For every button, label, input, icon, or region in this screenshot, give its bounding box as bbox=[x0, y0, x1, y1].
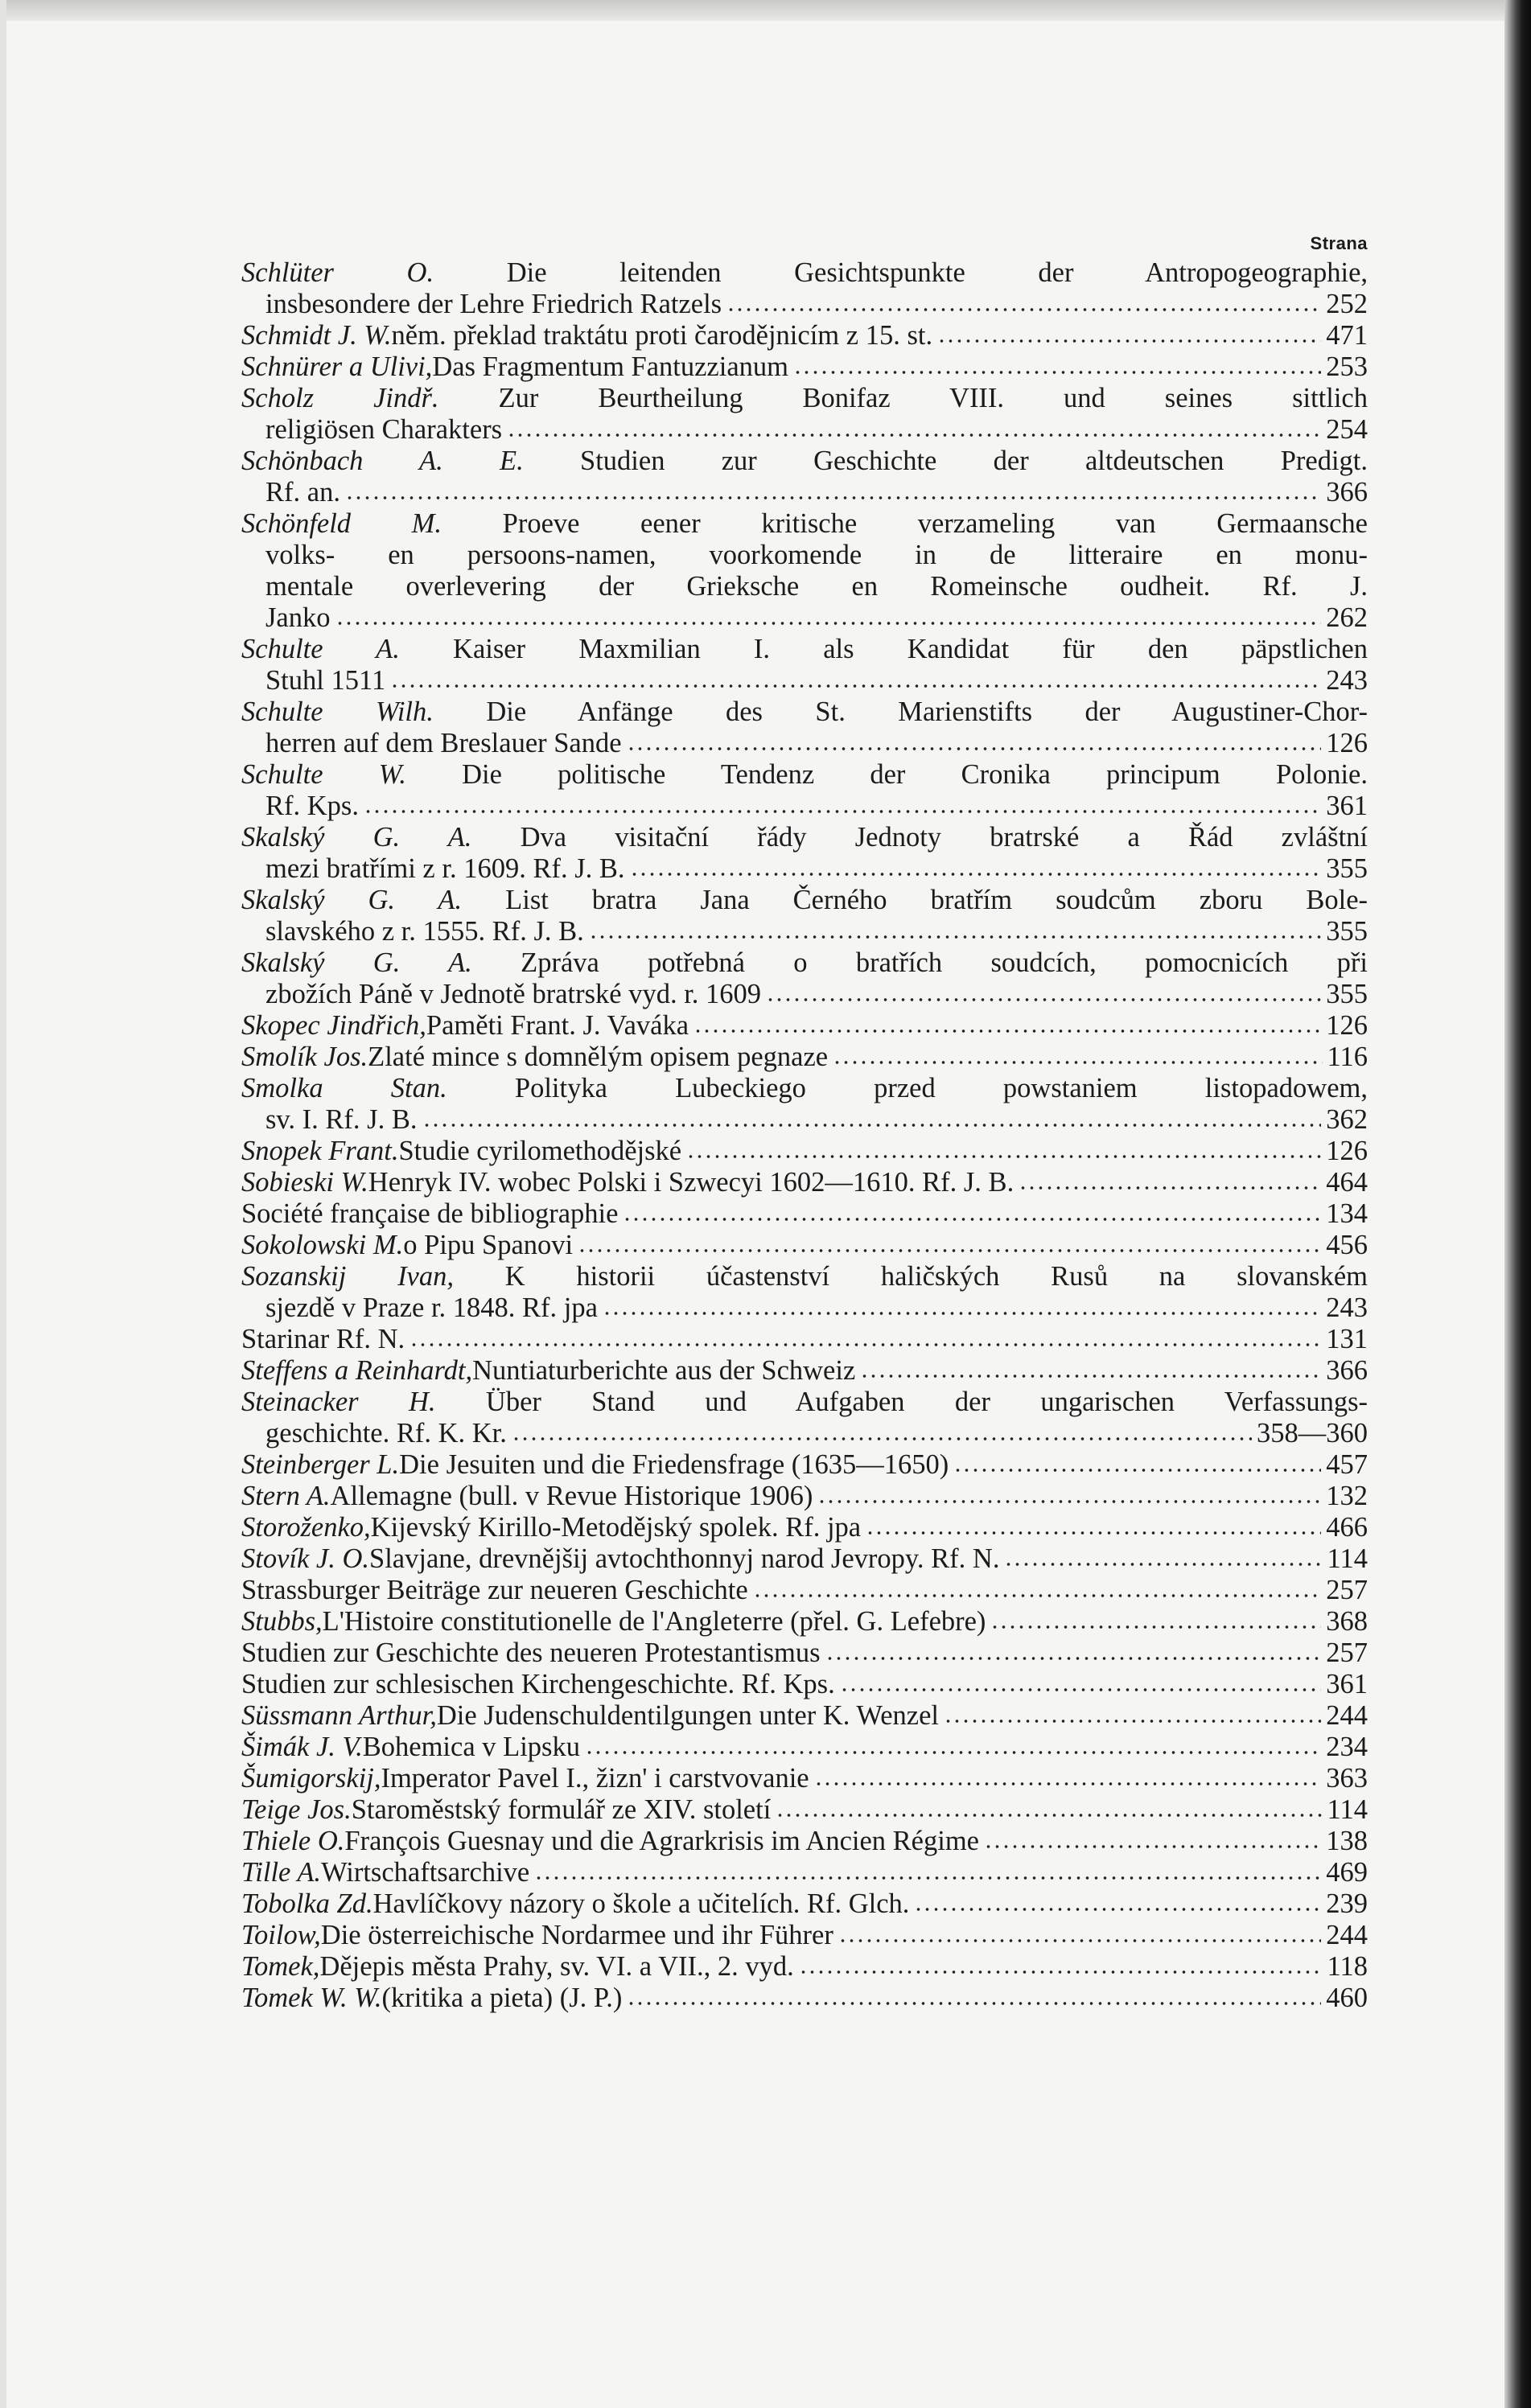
entry-title: Über Stand und Aufgaben der ungarischen Verfassungs- bbox=[485, 1387, 1368, 1417]
leader-dots bbox=[627, 728, 1322, 752]
entry-page-number: 456 bbox=[1326, 1230, 1368, 1260]
entry-page-number: 244 bbox=[1326, 1920, 1368, 1950]
entry-line bbox=[241, 320, 1368, 351]
entry-page-number: 126 bbox=[1326, 728, 1368, 758]
entry-line bbox=[241, 1136, 1368, 1167]
entry-title: Zur Beurtheilung Bonifaz VIII. und seines sittlich bbox=[498, 383, 1368, 413]
entry-title: L'Histoire constitutionelle de l'Angleterre (přel. G. Lefebre) bbox=[322, 1606, 986, 1637]
entry-page-number: 132 bbox=[1326, 1481, 1368, 1511]
entry-line bbox=[241, 1449, 1368, 1481]
entry-page-number: 131 bbox=[1326, 1324, 1368, 1354]
entry-page-number: 464 bbox=[1326, 1167, 1368, 1198]
index-entry bbox=[241, 1355, 1368, 1387]
index-entry bbox=[241, 1010, 1368, 1042]
entry-page-number: 239 bbox=[1326, 1888, 1368, 1919]
entry-author: Steffens a Reinhardt, bbox=[241, 1355, 473, 1386]
entry-author: Sobieski W. bbox=[241, 1167, 368, 1198]
entry-page-number: 116 bbox=[1327, 1042, 1368, 1072]
entry-line bbox=[241, 1512, 1368, 1543]
entry-title: Wirtschaftsarchive bbox=[321, 1857, 530, 1888]
index-entry bbox=[241, 1700, 1368, 1732]
entry-author: Schmidt J. W. bbox=[241, 320, 392, 351]
leader-dots bbox=[686, 1136, 1321, 1160]
entry-author: Sozanskij Ivan, bbox=[241, 1261, 505, 1292]
entry-title: Studien zur Geschichte des neueren Protestantismus bbox=[241, 1638, 821, 1668]
leader-dots bbox=[776, 1794, 1322, 1818]
entry-author: Scholz Jindř. bbox=[241, 383, 499, 413]
entry-title: Rf. Kps. bbox=[265, 791, 359, 821]
index-entry bbox=[241, 822, 1368, 885]
entry-author: Tomek W. W. bbox=[241, 1983, 382, 2013]
leader-dots bbox=[838, 1920, 1321, 1944]
entry-title: K historii účastenství haličských Rusů na slovanském bbox=[504, 1261, 1368, 1292]
leader-dots bbox=[860, 1355, 1321, 1379]
index-entry bbox=[241, 1794, 1368, 1826]
entry-line bbox=[241, 1418, 1368, 1449]
entry-author: Thiele O. bbox=[241, 1826, 345, 1856]
entry-line bbox=[241, 979, 1368, 1010]
entry-line bbox=[241, 1230, 1368, 1261]
entry-title: Janko bbox=[265, 602, 331, 633]
entry-title: Paměti Frant. J. Vaváka bbox=[426, 1010, 689, 1041]
leader-dots bbox=[693, 1010, 1321, 1034]
index-entry bbox=[241, 1669, 1368, 1700]
entry-line bbox=[241, 1794, 1368, 1826]
entry-title: volks- en persoons-namen, voorkomende in de litteraire en monu- bbox=[265, 540, 1368, 570]
leader-dots bbox=[390, 665, 1321, 689]
entry-title: Nuntiaturberichte aus der Schweiz bbox=[472, 1355, 856, 1386]
leader-dots bbox=[623, 1198, 1321, 1222]
index-entry bbox=[241, 1951, 1368, 1983]
entry-page-number: 244 bbox=[1326, 1700, 1368, 1731]
entry-line bbox=[241, 728, 1368, 759]
entry-title: Kaiser Maxmilian I. als Kandidat für den päpstlichen bbox=[453, 634, 1368, 664]
entry-author: Schulte Wilh. bbox=[241, 697, 487, 727]
entry-title: Proeve eener kritische verzameling van Germaansche bbox=[502, 508, 1368, 539]
entry-line bbox=[241, 414, 1368, 446]
entry-page-number: 257 bbox=[1326, 1638, 1368, 1668]
entry-line bbox=[241, 446, 1368, 477]
entry-line bbox=[241, 1355, 1368, 1387]
index-entry bbox=[241, 1198, 1368, 1230]
scan-top-edge bbox=[0, 0, 1512, 21]
entry-line bbox=[241, 1042, 1368, 1073]
entry-page-number: 118 bbox=[1327, 1951, 1368, 1982]
entry-page-number: 366 bbox=[1326, 1355, 1368, 1386]
entry-author: Steinberger L. bbox=[241, 1449, 400, 1480]
entry-title: François Guesnay und die Agrarkrisis im Ancien Régime bbox=[344, 1826, 979, 1856]
entry-line bbox=[241, 1324, 1368, 1355]
leader-dots bbox=[726, 289, 1321, 313]
entry-author: Smolík Jos. bbox=[241, 1042, 368, 1072]
entry-title: Die Jesuiten und die Friedensfrage (1635—1650) bbox=[399, 1449, 949, 1480]
leader-dots bbox=[512, 1418, 1252, 1442]
index-entries bbox=[241, 257, 1368, 2014]
entry-author: Šumigorskij, bbox=[241, 1763, 381, 1794]
entry-title: Zpráva potřebná o bratřích soudcích, pomocnicích při bbox=[521, 947, 1368, 978]
index-entry bbox=[241, 257, 1368, 320]
entry-title: Allemagne (bull. v Revue Historique 1906) bbox=[330, 1481, 813, 1511]
entry-title: Zlaté mince s domnělým opisem pegnaze bbox=[368, 1042, 829, 1072]
entry-page-number: 457 bbox=[1326, 1449, 1368, 1480]
page-column-header: Strana bbox=[1310, 233, 1368, 253]
entry-line bbox=[241, 1481, 1368, 1512]
entry-page-number: 257 bbox=[1326, 1575, 1368, 1605]
leader-dots bbox=[335, 602, 1322, 627]
entry-title: mezi bratřími z r. 1609. Rf. J. B. bbox=[265, 853, 625, 884]
entry-line bbox=[241, 1292, 1368, 1324]
leader-dots bbox=[410, 1324, 1321, 1348]
entry-page-number: 114 bbox=[1327, 1543, 1368, 1574]
entry-title: geschichte. Rf. K. Kr. bbox=[265, 1418, 507, 1448]
entry-line bbox=[241, 1606, 1368, 1638]
leader-dots bbox=[627, 1983, 1321, 2007]
entry-author: Stubbs, bbox=[241, 1606, 323, 1637]
entry-line bbox=[241, 383, 1368, 414]
entry-title: Studie cyrilomethodějské bbox=[398, 1136, 682, 1166]
leader-dots bbox=[630, 853, 1322, 877]
entry-page-number: 362 bbox=[1326, 1104, 1368, 1135]
entry-title: sjezdě v Praze r. 1848. Rf. jpa bbox=[265, 1292, 598, 1323]
entry-page-number: 234 bbox=[1326, 1732, 1368, 1762]
entry-title: Société française de bibliographie bbox=[241, 1198, 619, 1229]
entry-line bbox=[241, 1575, 1368, 1606]
entry-line bbox=[241, 540, 1368, 571]
entry-line bbox=[241, 759, 1368, 791]
entry-author: Steinacker H. bbox=[241, 1387, 486, 1417]
index-entry bbox=[241, 1073, 1368, 1136]
entry-page-number: 355 bbox=[1326, 979, 1368, 1009]
index-entry bbox=[241, 1763, 1368, 1794]
leader-dots bbox=[814, 1763, 1322, 1787]
entry-title: Dva visitační řády Jednoty bratrské a Řád zvláštní bbox=[520, 822, 1368, 853]
entry-page-number: 138 bbox=[1326, 1826, 1368, 1856]
entry-page-number: 355 bbox=[1326, 853, 1368, 884]
entry-title: mentale overlevering der Grieksche en Romeinsche oudheit. Rf. J. bbox=[265, 571, 1368, 602]
entry-line bbox=[241, 289, 1368, 320]
entry-title: Die politische Tendenz der Cronika principum Polonie. bbox=[462, 759, 1368, 790]
entry-title: Das Fragmentum Fantuzzianum bbox=[432, 351, 788, 382]
entry-page-number: 466 bbox=[1326, 1512, 1368, 1543]
scan-right-edge bbox=[1504, 0, 1531, 2408]
entry-page-number: 126 bbox=[1326, 1010, 1368, 1041]
entry-page-number: 252 bbox=[1326, 289, 1368, 319]
entry-line bbox=[241, 1638, 1368, 1669]
index-entry bbox=[241, 446, 1368, 508]
entry-title: Kijevský Kirillo-Metodějský spolek. Rf. jpa bbox=[370, 1512, 862, 1543]
entry-line bbox=[241, 1167, 1368, 1198]
entry-author: Smolka Stan. bbox=[241, 1073, 515, 1103]
entry-title: Die leitenden Gesichtspunkte der Antropogeographie, bbox=[506, 257, 1368, 288]
entry-author: Teige Jos. bbox=[241, 1794, 352, 1825]
entry-title: Slavjane, drevnějšij avtochthonnyj narod Jevropy. Rf. N. bbox=[369, 1543, 1000, 1574]
leader-dots bbox=[589, 916, 1321, 940]
entry-page-number: 368 bbox=[1326, 1606, 1368, 1637]
entry-line bbox=[241, 1010, 1368, 1042]
entry-line bbox=[241, 791, 1368, 822]
entry-title: Die Judenschuldentilgungen unter K. Wenzel bbox=[436, 1700, 939, 1731]
index-entry bbox=[241, 320, 1368, 351]
entry-page-number: 358—360 bbox=[1257, 1418, 1368, 1448]
entry-line bbox=[241, 665, 1368, 697]
leader-dots bbox=[534, 1857, 1321, 1881]
entry-title: Imperator Pavel I., žizn' i carstvovanie bbox=[381, 1763, 809, 1794]
entry-title: zbožích Páně v Jednotě bratrské vyd. r. 1609 bbox=[265, 979, 762, 1009]
entry-line bbox=[241, 853, 1368, 885]
entry-line bbox=[241, 257, 1368, 289]
index-entry bbox=[241, 1638, 1368, 1669]
entry-line bbox=[241, 351, 1368, 383]
index-entry bbox=[241, 1042, 1368, 1073]
index-entry bbox=[241, 508, 1368, 634]
leader-dots bbox=[990, 1606, 1321, 1630]
entry-page-number: 361 bbox=[1326, 791, 1368, 821]
entry-page-number: 355 bbox=[1326, 916, 1368, 947]
entry-line bbox=[241, 1763, 1368, 1794]
entry-line bbox=[241, 1387, 1368, 1418]
index-entry bbox=[241, 1732, 1368, 1763]
entry-line bbox=[241, 1888, 1368, 1920]
entry-title: Die Anfänge des St. Marienstifts der Augustiner-Chor- bbox=[486, 697, 1368, 727]
entry-title: něm. překlad traktátu proti čarodějnicím z 15. st. bbox=[391, 320, 933, 351]
index-entry bbox=[241, 1167, 1368, 1198]
leader-dots bbox=[422, 1104, 1322, 1128]
leader-dots bbox=[799, 1951, 1323, 1975]
entry-author: Stovík J. O. bbox=[241, 1543, 370, 1574]
leader-dots bbox=[507, 414, 1321, 438]
entry-line bbox=[241, 1073, 1368, 1104]
entry-line bbox=[241, 916, 1368, 947]
entry-page-number: 243 bbox=[1326, 1292, 1368, 1323]
entry-author: Schlüter O. bbox=[241, 257, 507, 288]
entry-page-number: 366 bbox=[1326, 477, 1368, 507]
leader-dots bbox=[984, 1826, 1321, 1850]
entry-line bbox=[241, 508, 1368, 540]
entry-title: Dějepis města Prahy, sv. VI. a VII., 2. vyd. bbox=[319, 1951, 794, 1982]
index-entry bbox=[241, 759, 1368, 822]
entry-author: Stern A. bbox=[241, 1481, 331, 1511]
entry-line bbox=[241, 1261, 1368, 1292]
index-entry bbox=[241, 1857, 1368, 1888]
entry-page-number: 361 bbox=[1326, 1669, 1368, 1699]
entry-line bbox=[241, 697, 1368, 728]
index-entry bbox=[241, 383, 1368, 446]
entry-page-number: 134 bbox=[1326, 1198, 1368, 1229]
entry-page-number: 254 bbox=[1326, 414, 1368, 445]
leader-dots bbox=[817, 1481, 1321, 1505]
entry-author: Skopec Jindřich, bbox=[241, 1010, 426, 1041]
entry-line bbox=[241, 602, 1368, 634]
entry-line bbox=[241, 571, 1368, 602]
entry-page-number: 363 bbox=[1326, 1763, 1368, 1794]
entry-title: Henryk IV. wobec Polski i Szwecyi 1602—1610. Rf. J. B. bbox=[368, 1167, 1014, 1198]
leader-dots bbox=[578, 1230, 1321, 1254]
entry-title: Starinar Rf. N. bbox=[241, 1324, 405, 1354]
entry-author: Schnürer a Ulivi, bbox=[241, 351, 433, 382]
leader-dots bbox=[833, 1042, 1322, 1066]
entry-page-number: 126 bbox=[1326, 1136, 1368, 1166]
entry-title: List bratra Jana Černého bratřím soudcům zboru Bole- bbox=[505, 885, 1368, 915]
entry-author: Sokolowski M. bbox=[241, 1230, 404, 1260]
entry-line bbox=[241, 1543, 1368, 1575]
entry-line bbox=[241, 947, 1368, 979]
entry-author: Tobolka Zd. bbox=[241, 1888, 373, 1919]
entry-line bbox=[241, 634, 1368, 665]
index-entry bbox=[241, 947, 1368, 1010]
entry-author: Schönbach A. E. bbox=[241, 446, 581, 476]
index-entry bbox=[241, 1606, 1368, 1638]
entry-author: Skalský G. A. bbox=[241, 885, 506, 915]
entry-title: Studien zur Geschichte der altdeutschen Predigt. bbox=[580, 446, 1368, 476]
leader-dots bbox=[766, 979, 1321, 1003]
leader-dots bbox=[953, 1449, 1321, 1473]
entry-author: Snopek Frant. bbox=[241, 1136, 399, 1166]
index-entry bbox=[241, 697, 1368, 759]
entry-author: Schönfeld M. bbox=[241, 508, 503, 539]
entry-line bbox=[241, 477, 1368, 508]
entry-line bbox=[241, 1983, 1368, 2014]
entry-page-number: 114 bbox=[1327, 1794, 1368, 1825]
entry-page-number: 243 bbox=[1326, 665, 1368, 696]
entry-title: religiösen Charakters bbox=[265, 414, 503, 445]
leader-dots bbox=[603, 1292, 1321, 1317]
leader-dots bbox=[364, 791, 1321, 815]
entry-page-number: 460 bbox=[1326, 1983, 1368, 2013]
entry-page-number: 471 bbox=[1326, 320, 1368, 351]
entry-line bbox=[241, 1104, 1368, 1136]
entry-author: Schulte A. bbox=[241, 634, 454, 664]
entry-author: Storoženko, bbox=[241, 1512, 371, 1543]
index-entry bbox=[241, 1230, 1368, 1261]
entry-line bbox=[241, 822, 1368, 853]
entry-title: (kritika a pieta) (J. P.) bbox=[381, 1983, 623, 2013]
entry-author: Schulte W. bbox=[241, 759, 463, 790]
entry-author: Tille A. bbox=[241, 1857, 322, 1888]
entry-page-number: 253 bbox=[1326, 351, 1368, 382]
index-entry bbox=[241, 1920, 1368, 1951]
scan-left-edge bbox=[0, 0, 6, 2408]
index-entry bbox=[241, 1983, 1368, 2014]
index-entry bbox=[241, 1888, 1368, 1920]
entry-title: Studien zur schlesischen Kirchengeschichte. Rf. Kps. bbox=[241, 1669, 835, 1699]
index-entry bbox=[241, 1449, 1368, 1481]
entry-line bbox=[241, 1700, 1368, 1732]
entry-line bbox=[241, 1857, 1368, 1888]
index-entry bbox=[241, 1324, 1368, 1355]
entry-author: Šimák J. V. bbox=[241, 1732, 363, 1762]
entry-line bbox=[241, 885, 1368, 916]
leader-dots bbox=[937, 320, 1321, 344]
leader-dots bbox=[585, 1732, 1321, 1756]
index-entry bbox=[241, 1543, 1368, 1575]
entry-line bbox=[241, 1669, 1368, 1700]
entry-title: Strassburger Beiträge zur neueren Geschichte bbox=[241, 1575, 748, 1605]
index-entry bbox=[241, 351, 1368, 383]
entry-title: Rf. an. bbox=[265, 477, 340, 507]
index-entry bbox=[241, 1387, 1368, 1449]
entry-author: Toilow, bbox=[241, 1920, 321, 1950]
leader-dots bbox=[914, 1888, 1321, 1913]
entry-title: sv. I. Rf. J. B. bbox=[265, 1104, 418, 1135]
index-entry bbox=[241, 1481, 1368, 1512]
entry-title: Polityka Lubeckiego przed powstaniem listopadowem, bbox=[514, 1073, 1368, 1103]
entry-page-number: 262 bbox=[1326, 602, 1368, 633]
leader-dots bbox=[825, 1638, 1322, 1662]
leader-dots bbox=[866, 1512, 1321, 1536]
leader-dots bbox=[753, 1575, 1322, 1599]
leader-dots bbox=[793, 351, 1321, 376]
entry-author: Skalský G. A. bbox=[241, 947, 521, 978]
entry-title: o Pipu Spanovi bbox=[403, 1230, 574, 1260]
entry-title: Havlíčkovy názory o škole a učitelích. Rf. Glch. bbox=[372, 1888, 910, 1919]
entry-title: Stuhl 1511 bbox=[265, 665, 386, 696]
index-entry bbox=[241, 1261, 1368, 1324]
leader-dots bbox=[1004, 1543, 1322, 1568]
entry-title: insbesondere der Lehre Friedrich Ratzels bbox=[265, 289, 722, 319]
entry-line bbox=[241, 1198, 1368, 1230]
entry-title: Staroměstský formulář ze XIV. století bbox=[351, 1794, 772, 1825]
index-entry bbox=[241, 1826, 1368, 1857]
entry-author: Süssmann Arthur, bbox=[241, 1700, 437, 1731]
entry-title: Die österreichische Nordarmee und ihr Führer bbox=[320, 1920, 833, 1950]
leader-dots bbox=[1019, 1167, 1321, 1191]
index-entry bbox=[241, 1575, 1368, 1606]
entry-title: Bohemica v Lipsku bbox=[362, 1732, 580, 1762]
entry-author: Tomek, bbox=[241, 1951, 320, 1982]
entry-title: slavského z r. 1555. Rf. J. B. bbox=[265, 916, 584, 947]
leader-dots bbox=[944, 1700, 1321, 1724]
entry-line bbox=[241, 1920, 1368, 1951]
entry-line bbox=[241, 1826, 1368, 1857]
entry-page-number: 469 bbox=[1326, 1857, 1368, 1888]
entry-title: herren auf dem Breslauer Sande bbox=[265, 728, 622, 758]
index-entry bbox=[241, 634, 1368, 697]
entry-line bbox=[241, 1951, 1368, 1983]
entry-line bbox=[241, 1732, 1368, 1763]
index-entry bbox=[241, 1136, 1368, 1167]
index-entry bbox=[241, 885, 1368, 947]
index-entry bbox=[241, 1512, 1368, 1543]
entry-author: Skalský G. A. bbox=[241, 822, 521, 853]
leader-dots bbox=[345, 477, 1321, 501]
leader-dots bbox=[840, 1669, 1322, 1693]
